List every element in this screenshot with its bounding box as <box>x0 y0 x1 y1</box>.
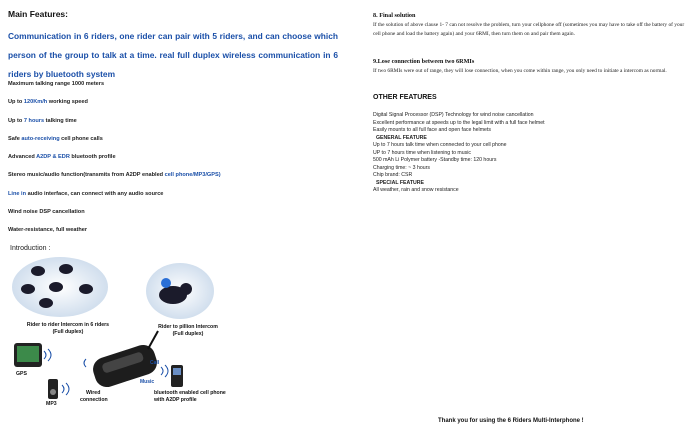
six-riders-panel <box>12 257 108 317</box>
phone-label-1: bluetooth enabled cell phone <box>154 390 226 396</box>
feature-text-pre: Stereo music/audio function(transmits from A2DP enabled <box>8 172 165 178</box>
feature-text-hl: Line in <box>8 191 27 197</box>
spec-item: Charging time: ~ 3 hours <box>373 164 430 171</box>
final-solution-text: If the solution of above clause 1- 7 can not resolve the problem, turn your cellphone off (sometimes you may have to take off the battery of your cell phone and load the battery again) and your 6RMI, then turn them on and pair them again. <box>373 22 685 37</box>
spec-item: Excellent performance at speeds up to the legal limit with a full face helmet <box>373 119 545 126</box>
final-solution-title: 8. Final solution <box>373 12 416 19</box>
gps-label: GPS <box>16 371 27 377</box>
feature-item <box>8 99 88 105</box>
spec-item: Digital Signal Processor (DSP) Technology for wind noise cancellation <box>373 112 534 118</box>
mp3-label: MP3 <box>46 401 57 407</box>
spec-item: All weather, rain and snow resistance <box>373 187 459 193</box>
spec-subheading: SPECIAL FEATURE <box>376 179 424 186</box>
caption-pillion-1: Rider to pillion Intercom <box>158 324 218 330</box>
spec-item: 500 mAh Li Polymer battery -Standby time: 120 hours <box>373 157 497 163</box>
cell-phone <box>171 365 183 387</box>
feature-text-post: talking time <box>44 118 77 124</box>
feature-text-hl: 7 hours <box>23 118 45 124</box>
feature-text-post: working speed <box>47 99 88 105</box>
mp3-player <box>48 379 58 399</box>
other-features-title: OTHER FEATURES <box>373 94 437 101</box>
feature-text-post: 1000 meters <box>71 81 105 87</box>
feature-text-pre: Safe <box>8 136 22 142</box>
feature-item <box>8 191 163 197</box>
music-label: Music <box>140 379 155 385</box>
intro-paragraph: Communication in 6 riders, one rider can pair with 5 riders, and can choose which person of the group to talk at a time. real full duplex wireless communication in 6 riders by bluetooth system <box>8 31 338 79</box>
feature-text-pre: Water-resistance, full weather <box>8 227 88 233</box>
feature-text-pre: Maximum talking range <box>8 81 72 87</box>
lose-connection-text: If two 6RMIs were out of range, they will lose connection, when you come within range, you only need to initiate a intercom as normal. <box>373 68 667 74</box>
feature-text-hl: 120Km/h <box>23 99 48 105</box>
lose-connection-title: 9.Lose connection between two 6RMIs <box>373 58 475 65</box>
call-label: Call <box>150 360 160 366</box>
feature-item <box>8 154 116 160</box>
feature-text-hl: cell phone/MP3/GPS) <box>164 172 221 178</box>
feature-text-pre: Up to <box>8 118 24 124</box>
feature-text-pre: Advanced <box>8 154 37 160</box>
phone-label-2: with A2DP profile <box>154 397 197 403</box>
spec-item: Chip brand: CSR <box>373 172 413 178</box>
wired-label-2: connection <box>80 397 108 403</box>
spec-subheading: GENERAL FEATURE <box>376 134 427 141</box>
pillion-panel <box>146 263 214 319</box>
feature-item <box>8 172 221 178</box>
caption-six-riders-1: Rider to rider Intercom in 6 riders <box>26 322 110 328</box>
feature-item <box>8 118 77 124</box>
wired-label-1: Wired <box>86 390 101 396</box>
caption-six-riders-2: (Full duplex) <box>52 329 84 335</box>
feature-text-post: cell phone calls <box>59 136 103 142</box>
feature-text-hl: A2DP & EDR <box>36 154 70 160</box>
feature-text-hl: auto-receiving <box>21 136 60 142</box>
spec-item: Easily mounts to all full face and open face helmets <box>373 127 491 133</box>
caption-pillion-2: (Full duplex) <box>172 331 204 337</box>
feature-text-post: audio interface, can connect with any audio source <box>26 191 164 197</box>
spec-item: UP to 7 hours time when listening to music <box>373 149 471 156</box>
gps-device <box>14 343 42 367</box>
feature-item <box>8 227 87 233</box>
thank-you-note: Thank you for using the 6 Riders Multi-Interphone ! <box>438 418 584 424</box>
feature-text-pre: Wind noise DSP cancellation <box>8 209 85 215</box>
spec-list <box>373 112 545 195</box>
introduction-label: Introduction : <box>10 245 51 252</box>
feature-text-post: bluetooth profile <box>69 154 116 160</box>
main-features-heading: Main Features: <box>8 9 68 19</box>
spec-item: Up to 7 hours talk time when connected to your cell phone <box>373 142 507 148</box>
feature-text-pre: Up to <box>8 99 24 105</box>
feature-item <box>8 81 104 87</box>
feature-item <box>8 209 85 215</box>
feature-item <box>8 136 103 142</box>
